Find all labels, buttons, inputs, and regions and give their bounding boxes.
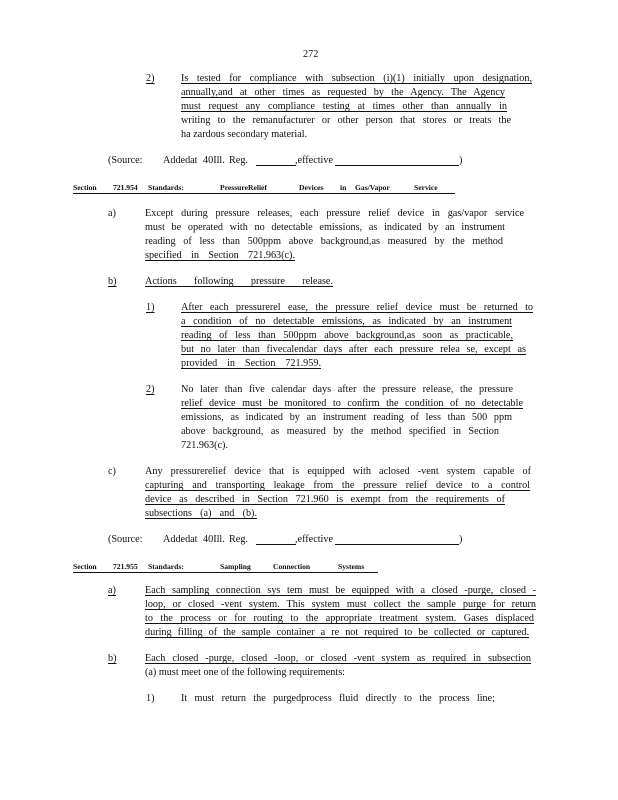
item-heading: Actions following pressure release. (145, 276, 333, 287)
text-line: Each sampling connection sys tem must be equipped with a closed -purge, closed - (145, 585, 536, 596)
text-line: writing to the remanufacturer or other person that stores or treats the (181, 115, 511, 126)
text-line: to the process or for routing to the appropriate treatment system. Gases displaced (145, 613, 534, 624)
blank-register (256, 155, 296, 166)
text-line: must be operated with no detectable emissions, as indicated by an instrument (145, 222, 505, 233)
text-line: emissions, as indicated by an instrument reading of less than 500 ppm (181, 412, 512, 423)
text-line: Is tested for compliance with subsection (i)(1) initially upon designation, (181, 73, 532, 84)
item-label: c) (108, 466, 116, 477)
text-line: device as described in Section 721.960 is exempt from the requirements of (145, 494, 505, 505)
item-label: 2) (146, 384, 155, 395)
text-line: reading of less than 500ppm above background,as measured by the method (145, 236, 503, 247)
item-label: b) (108, 653, 117, 664)
item-label: b) (108, 276, 117, 287)
item-label: a) (108, 208, 116, 219)
text-line: No later than five calendar days after the pressure release, the pressure (181, 384, 513, 395)
text-line: annually,and at other times as requested by the Agency. The Agency (181, 87, 505, 98)
item-label: a) (108, 585, 116, 596)
text-line: specified in Section 721.963(c). (145, 250, 295, 261)
text-line: above background, as measured by the method specified in Section (181, 426, 499, 437)
item-label: 1) (146, 302, 155, 313)
blank-date (335, 534, 459, 545)
text-line: must request any compliance testing at times other than annually in (181, 101, 507, 112)
item-label: 1) (146, 693, 155, 704)
text-line: subsections (a) and (b). (145, 508, 257, 519)
text-line: Any pressurerelief device that is equipped with aclosed -vent system capable of (145, 466, 531, 477)
text-line: Each closed -purge, closed -loop, or closed -vent system as required in subsection (145, 653, 531, 664)
text-line: reading of less than 500ppm above background,as soon as practicable, (181, 330, 513, 341)
text-line: but no later than fivecalendar days after each pressure relea se, except as (181, 344, 526, 355)
text-line: a condition of no detectable emissions, as indicated by an instrument (181, 316, 512, 327)
blank-date (335, 155, 459, 166)
text-line: It must return the purgedprocess fluid directly to the process line; (181, 693, 495, 704)
page-number: 272 (303, 49, 319, 60)
item-label: 2) (146, 73, 155, 84)
text-line: ha zardous secondary material. (181, 129, 308, 140)
text-line: 721.963(c). (181, 440, 228, 451)
text-line: during filling of the sample container a re not required to be collected or captured. (145, 627, 529, 638)
blank-register (256, 534, 296, 545)
text-line: (a) must meet one of the following requirements: (145, 667, 346, 678)
text-line: loop, or closed -vent system. This system must collect the sample purge for return (145, 599, 536, 610)
text-line: capturing and transporting leakage from the pressure relief device to a control (145, 480, 530, 491)
text-line: provided in Section 721.959. (181, 358, 321, 369)
text-line: Except during pressure releases, each pressure relief device in gas/vapor service (145, 208, 524, 219)
text-line: relief device must be monitored to confirm the condition of no detectable (181, 398, 523, 409)
text-line: After each pressurerel ease, the pressure relief device must be returned to (181, 302, 533, 313)
